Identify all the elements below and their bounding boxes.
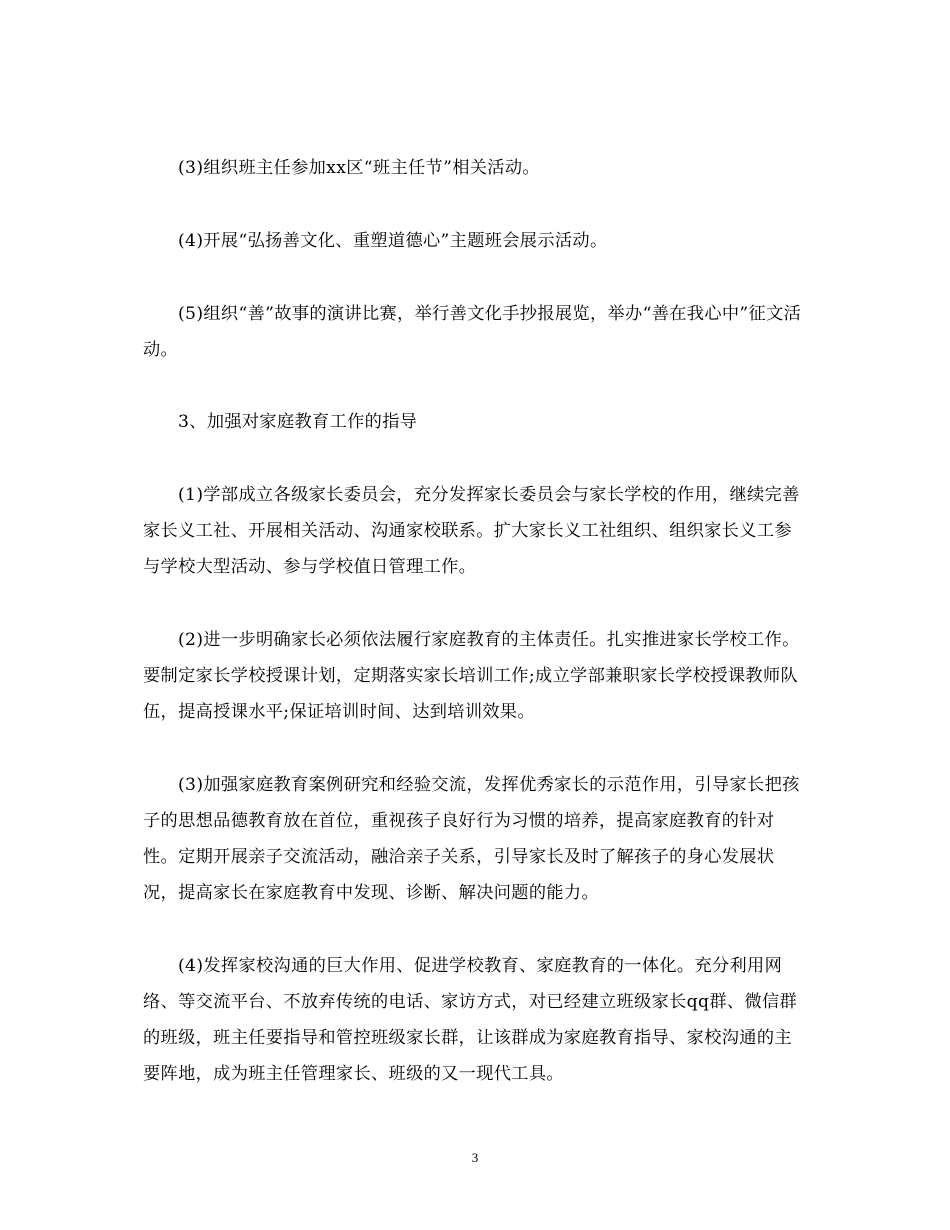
paragraph-item-3-class-teacher-festival: (3)组织班主任参加xx区“班主任节”相关活动。 (178, 158, 540, 178)
paragraph-item-1-parent-committee: (1)学部成立各级家长委员会，充分发挥家长委员会与家长学校的作用，继续完善家长义工社、开展相关活动、沟通家校联系。扩大家长义工社组织、组织家长义工参与学校大型活动、参与学校值日管理工作。 (143, 485, 800, 577)
section-heading-family-education: 3、加强对家庭教育工作的指导 (178, 412, 418, 432)
paragraph-item-4-home-school-communication: (4)发挥家校沟通的巨大作用、促进学校教育、家庭教育的一体化。充分利用网络、等交流平台、不放弃传统的电话、家访方式，对已经建立班级家长qq群、微信群的班级，班主任要指导和管控班级家长群，让该群成为家庭教育指导、家校沟通的主要阵地，成为班主任管理家长、班级的又一现代工具。 (143, 956, 798, 1084)
document-body (143, 150, 808, 1092)
paragraph-item-4-theme-class-meeting: (4)开展“弘扬善文化、重塑道德心”主题班会展示活动。 (178, 231, 608, 251)
paragraph-item-2-parent-school: (2)进一步明确家长必须依法履行家庭教育的主体责任。扎实推进家长学校工作。要制定家长学校授课计划，定期落实家长培训工作;成立学部兼职家长学校授课教师队伍，提高授课水平;保证培训时间、达到培训效果。 (143, 630, 800, 722)
paragraph-item-5-speech-contest: (5)组织“善”故事的演讲比赛，举行善文化手抄报展览，举办“善在我心中”征文活动。 (143, 304, 802, 360)
page-number: 3 (471, 1150, 479, 1165)
paragraph-item-3-case-study: (3)加强家庭教育案例研究和经验交流，发挥优秀家长的示范作用，引导家长把孩子的思想品德教育放在首位，重视孩子良好行为习惯的培养，提高家庭教育的针对性。定期开展亲子交流活动，融洽亲子关系，引导家长及时了解孩子的身心发展状况，提高家长在家庭教育中发现、诊断、解决问题的能力。 (143, 775, 800, 903)
